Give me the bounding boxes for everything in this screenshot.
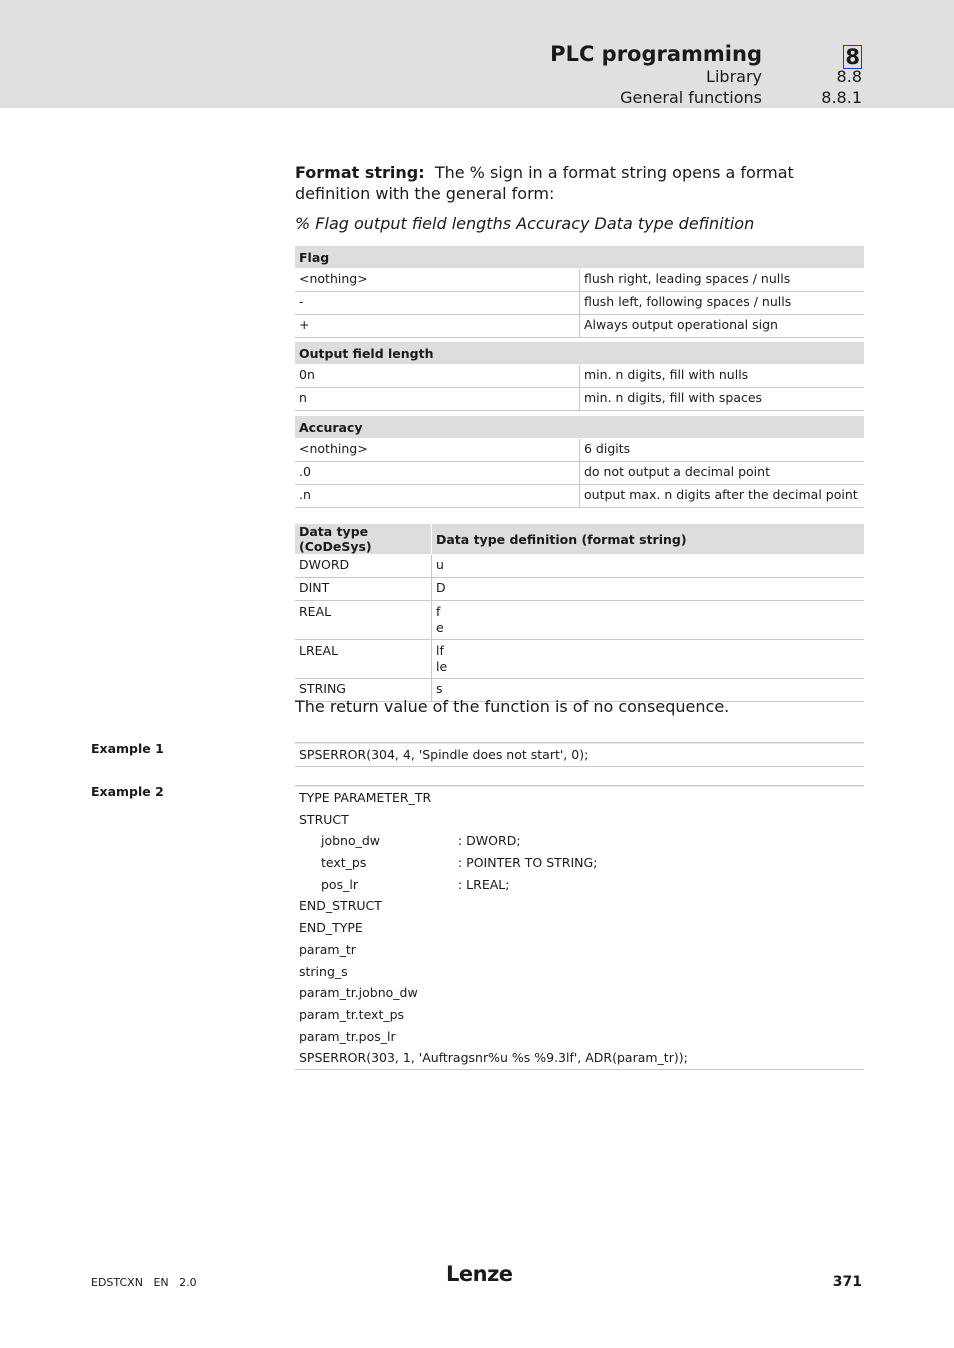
- lenze-logo: Lenze: [446, 1262, 513, 1286]
- table-row: .n output max. n digits after the decimal point: [295, 485, 864, 508]
- code-line: string_s: [299, 963, 348, 979]
- code-line: text_ps : POINTER TO STRING;: [321, 855, 598, 871]
- header-band: [0, 0, 954, 108]
- code-line: END_STRUCT: [299, 898, 382, 914]
- accuracy-table: [295, 416, 864, 508]
- intro-text: The % sign in a format string opens a format definition with the general form:: [295, 163, 794, 203]
- table-row: 0n min. n digits, fill with nulls: [295, 365, 864, 388]
- flag-table: [295, 246, 864, 338]
- code-line: param_tr.text_ps: [299, 1006, 405, 1022]
- data-type-table: [295, 524, 864, 702]
- table-row: n min. n digits, fill with spaces: [295, 388, 864, 411]
- subsection-name: General functions: [620, 88, 762, 107]
- chapter-number[interactable]: 8: [845, 45, 860, 69]
- code-line: param_tr: [299, 941, 356, 957]
- field-length-table-header: Output field length: [295, 342, 864, 365]
- example-1-label: Example 1: [91, 741, 164, 756]
- data-type-definition-header: Data type definition (format string): [432, 524, 865, 555]
- example-1-code: [295, 742, 864, 767]
- field-length-table: [295, 342, 864, 411]
- intro-paragraph: [295, 162, 863, 204]
- table-row: REAL f e: [295, 601, 864, 640]
- section-number: 8.8: [836, 67, 862, 86]
- return-value-note: The return value of the function is of no consequence.: [295, 697, 730, 716]
- code-line: pos_lr : LREAL;: [321, 876, 510, 892]
- code-line: param_tr.jobno_dw: [299, 985, 418, 1001]
- example-2-label: Example 2: [91, 784, 164, 799]
- accuracy-table-header: Accuracy: [295, 416, 864, 439]
- table-row: DINT D: [295, 578, 864, 601]
- table-row: .0 do not output a decimal point: [295, 462, 864, 485]
- table-row: + Always output operational sign: [295, 315, 864, 338]
- section-name: Library: [706, 67, 762, 86]
- data-type-header: Data type (CoDeSys): [295, 524, 432, 555]
- code-line: SPSERROR(304, 4, 'Spindle does not start', 0);: [299, 747, 589, 762]
- code-line: TYPE PARAMETER_TR: [299, 790, 432, 805]
- flag-table-header: Flag: [295, 246, 864, 269]
- table-row: - flush left, following spaces / nulls: [295, 292, 864, 315]
- table-row: <nothing> 6 digits: [295, 439, 864, 462]
- chapter-title: PLC programming: [550, 42, 762, 66]
- document-id: EDSTCXN EN 2.0: [91, 1276, 197, 1289]
- page-number: 371: [832, 1274, 862, 1290]
- example-2-code: [295, 785, 864, 1070]
- table-row: DWORD u: [295, 555, 864, 578]
- code-line: jobno_dw : DWORD;: [321, 833, 521, 849]
- table-row: STRING s: [295, 679, 864, 702]
- code-line: SPSERROR(303, 1, 'Auftragsnr%u %s %9.3lf', ADR(param_tr));: [299, 1050, 688, 1066]
- intro-label: Format string:: [295, 163, 425, 182]
- subsection-number: 8.8.1: [821, 88, 862, 107]
- table-row: <nothing> flush right, leading spaces / nulls: [295, 269, 864, 292]
- code-line: END_TYPE: [299, 920, 363, 936]
- format-definition-line: % Flag output field lengths Accuracy Data type definition: [295, 214, 755, 233]
- table-row: LREAL lf le: [295, 640, 864, 679]
- code-line: param_tr.pos_lr: [299, 1028, 396, 1044]
- code-line: STRUCT: [299, 811, 349, 827]
